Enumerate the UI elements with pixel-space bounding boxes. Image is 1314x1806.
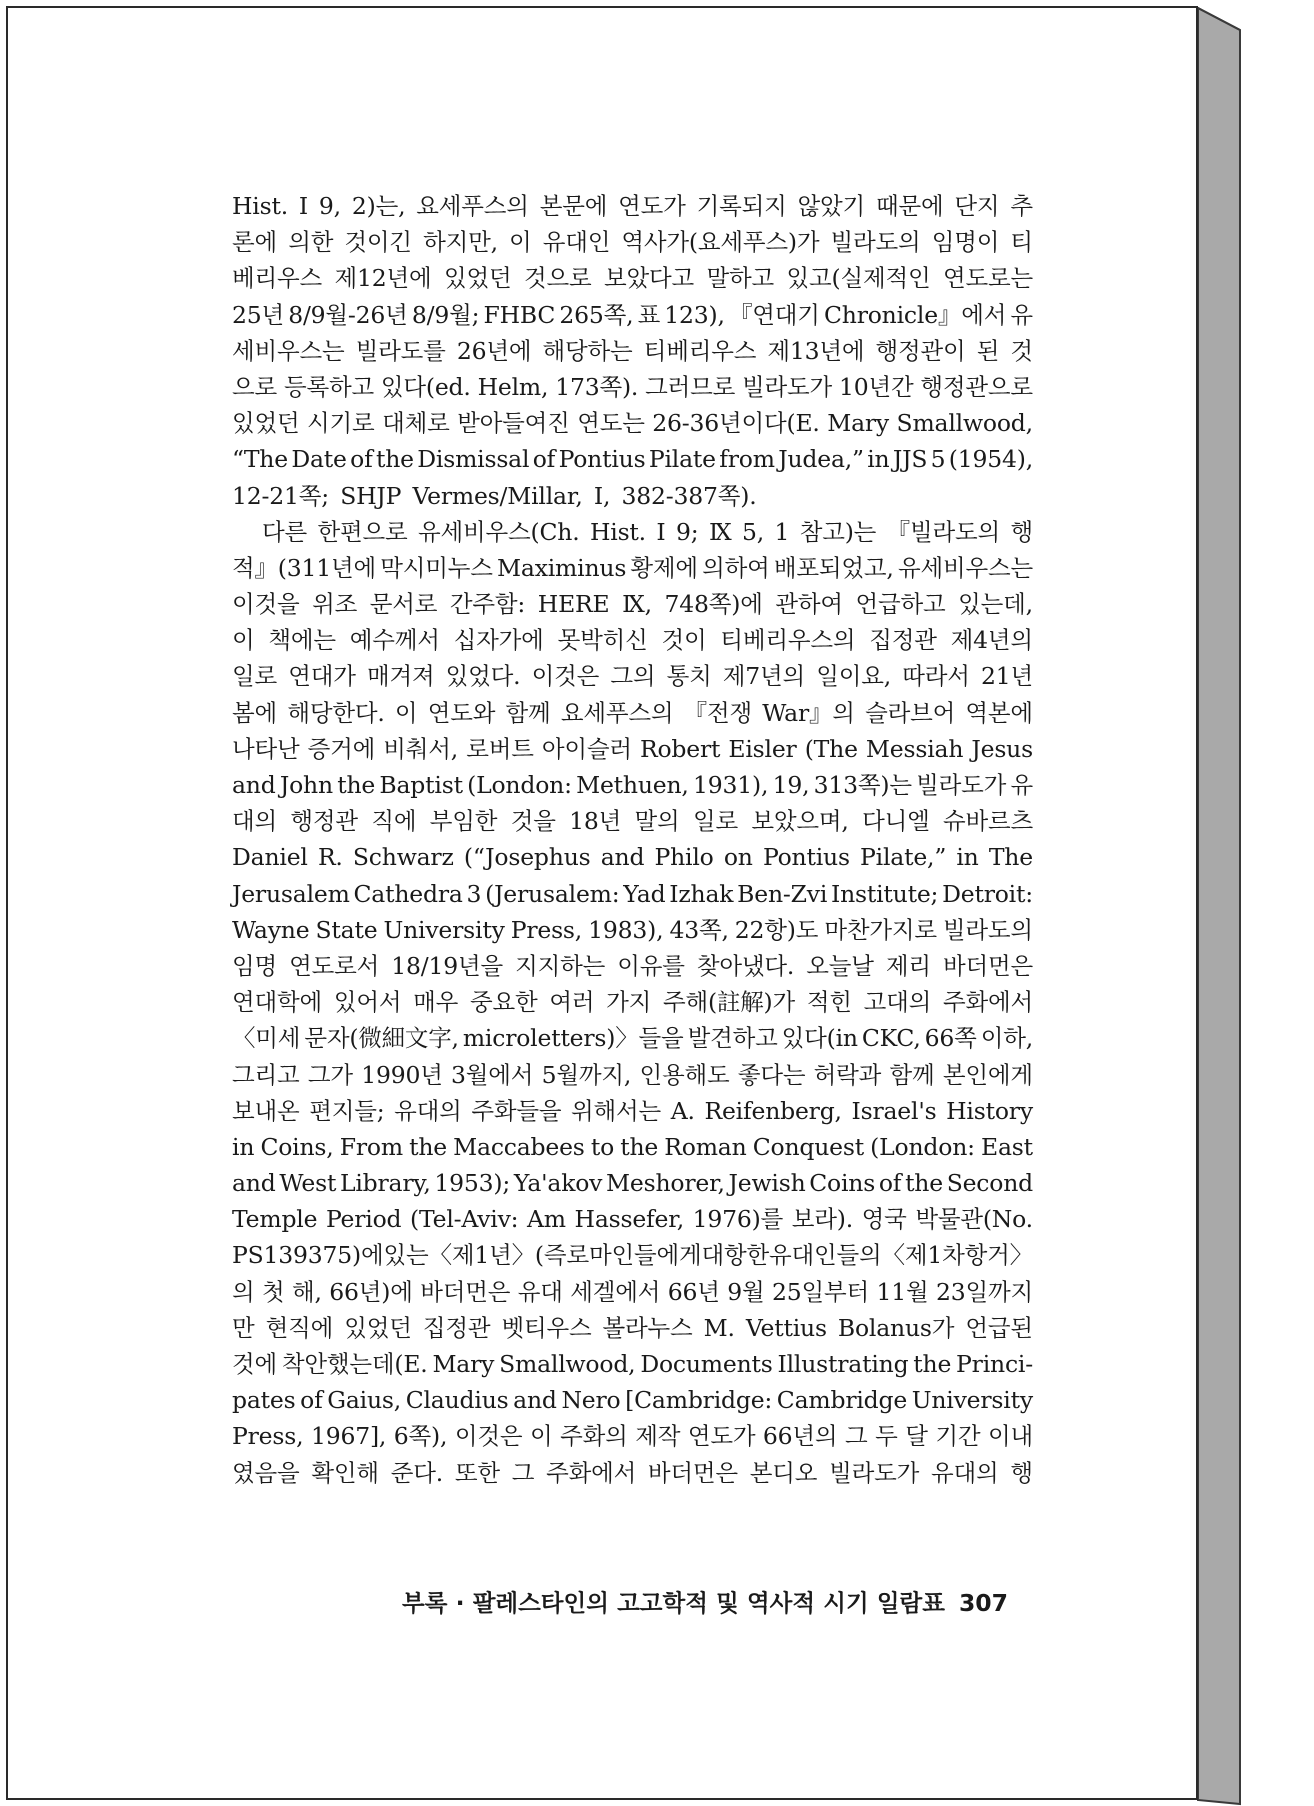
text-line: 그리고 그가 1990년 3월에서 5월까지, 인용해도 좋다는 허락과 함께 본인에게 <box>232 1060 1033 1089</box>
text-line: 보내온 편지들; 유대의 주화들을 위해서는 A. Reifenberg, Israel's History <box>232 1096 1033 1125</box>
text-line: 베리우스 제12년에 있었던 것으로 보았다고 말하고 있고(실제적인 연도로는 <box>232 264 1033 293</box>
text-line: 〈미세 문자(微細文字, microletters)〉들을 발견하고 있다(in CKC, 66쪽 이하, <box>232 1024 1033 1053</box>
text-line: Hist. Ⅰ 9, 2)는, 요세푸스의 본문에 연도가 기록되지 않았기 때문에 단지 추 <box>232 192 1033 220</box>
text-line: 이것을 위조 문서로 간주함: HERE Ⅸ, 748쪽)에 관하여 언급하고 있는데, <box>232 590 1033 619</box>
text-line: 연대학에 있어서 매우 중요한 여러 가지 주해(註解)가 적힌 고대의 주화에서 <box>232 988 1033 1017</box>
text-line: Temple Period (Tel-Aviv: Am Hassefer, 1976)를 보라). 영국 박물관(No. <box>232 1205 1033 1234</box>
text-line: 였음을 확인해 준다. 또한 그 주화에서 바더먼은 본디오 빌라도가 유대의 행 <box>232 1458 1033 1487</box>
text-line: 세비우스는 빌라도를 26년에 해당하는 티베리우스 제13년에 행정관이 된 것 <box>232 336 1033 365</box>
text-line: 것에 착안했는데(E. Mary Smallwood, Documents Illustrating the Princi- <box>232 1350 1033 1378</box>
text-line: Daniel R. Schwarz (“Josephus and Philo on Pontius Pilate,” in The <box>232 843 1033 872</box>
text-line: pates of Gaius, Claudius and Nero [Cambridge: Cambridge University <box>232 1386 1033 1415</box>
text-line: 대의 행정관 직에 부임한 것을 18년 말의 일로 보았으며, 다니엘 슈바르츠 <box>232 807 1033 836</box>
text-line: 이 책에는 예수께서 십자가에 못박히신 것이 티베리우스의 집정관 제4년의 <box>232 626 1033 655</box>
text-line: in Coins, From the Maccabees to the Roman Conquest (London: East <box>232 1132 1033 1161</box>
text-line: 론에 의한 것이긴 하지만, 이 유대인 역사가(요세푸스)가 빌라도의 임명이 티 <box>232 228 1033 257</box>
text-line: 봄에 해당한다. 이 연도와 함께 요세푸스의 『전쟁 War』의 슬라브어 역본에 <box>232 698 1033 727</box>
text-line: 적』(311년에 막시미누스 Maximinus 황제에 의하여 배포되었고, 유세비우스는 <box>232 553 1033 582</box>
text-line: 임명 연도로서 18/19년을 지지하는 이유를 찾아냈다. 오늘날 제리 바더먼은 <box>232 951 1033 980</box>
text-line: 12-21쪽; SHJP Vermes/Millar, Ⅰ, 382-387쪽). <box>232 481 757 510</box>
text-line: 나타난 증거에 비춰서, 로버트 아이슬러 Robert Eisler (The Messiah Jesus <box>232 734 1033 763</box>
text-line: and West Library, 1953); Ya'akov Meshorer, Jewish Coins of the Second <box>232 1169 1033 1198</box>
text-line: and John the Baptist (London: Methuen, 1931), 19, 313쪽)는 빌라도가 유 <box>232 771 1033 799</box>
text-line: Wayne State University Press, 1983), 43쪽, 22항)도 마찬가지로 빌라도의 <box>232 915 1033 944</box>
body-text <box>232 188 1033 1491</box>
text-line: 만 현직에 있었던 집정관 벳티우스 볼라누스 M. Vettius Bolanus가 언급된 <box>232 1313 1033 1342</box>
text-line: 있었던 시기로 대체로 받아들여진 연도는 26-36년이다(E. Mary Smallwood, <box>232 409 1033 438</box>
text-line: Press, 1967], 6쪽), 이것은 이 주화의 제작 연도가 66년의 그 두 달 기간 이내 <box>232 1422 1033 1451</box>
text-line: 다른 한편으로 유세비우스(Ch. Hist. Ⅰ 9; Ⅸ 5, 1 참고)는 『빌라도의 행 <box>262 517 1033 546</box>
text-line: PS139375)에 있는 〈제1년〉(즉 로마인들에게 대항한 유대인들의 〈제1차 항거〉 <box>232 1241 1033 1270</box>
text-line: 의 첫 해, 66년)에 바더먼은 유대 세겔에서 66년 9월 25일부터 11월 23일까지 <box>232 1277 1033 1306</box>
footer-title: 부록 · 팔레스타인의 고고학적 및 역사적 시기 일람표 <box>402 1589 945 1617</box>
running-footer <box>200 1584 1008 1618</box>
text-line: 으로 등록하고 있다(ed. Helm, 173쪽). 그러므로 빌라도가 10년간 행정관으로 <box>232 372 1033 401</box>
page-number: 307 <box>958 1589 1008 1617</box>
text-line: 25년 8/9월-26년 8/9월; FHBC 265쪽, 표 123), 『연대기 Chronicle』에서 유 <box>232 300 1033 329</box>
text-line: 일로 연대가 매겨져 있었다. 이것은 그의 통치 제7년의 일이요, 따라서 21년 <box>232 662 1033 691</box>
text-line: Jerusalem Cathedra 3 (Jerusalem: Yad Izhak Ben-Zvi Institute; Detroit: <box>232 879 1033 908</box>
text-line: “The Date of the Dismissal of Pontius Pilate from Judea,” in JJS 5 (1954), <box>232 445 1033 474</box>
